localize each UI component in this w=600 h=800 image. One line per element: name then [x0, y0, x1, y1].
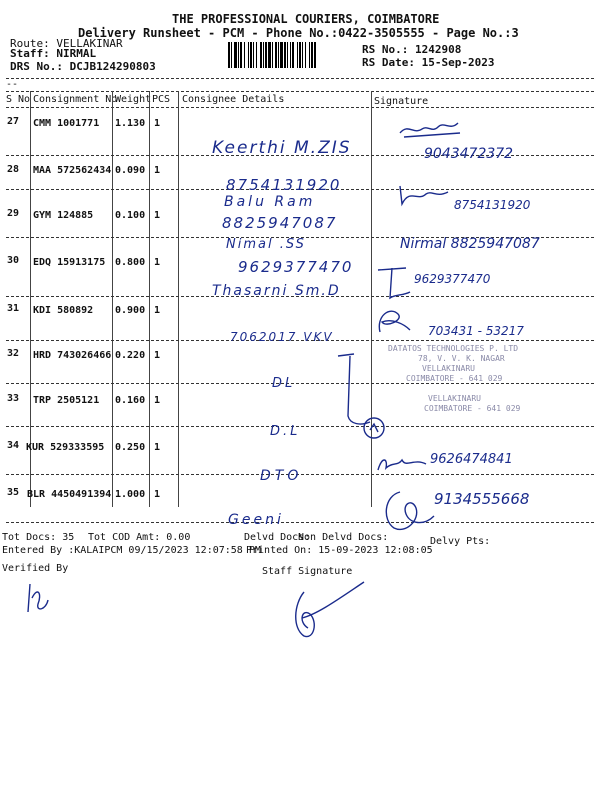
- divider: [6, 107, 594, 108]
- row-sno: 30: [7, 255, 20, 266]
- col-header-consignee: Consignee Details: [182, 94, 285, 105]
- staff-signature-label: Staff Signature: [262, 566, 353, 577]
- verified-signature: [24, 582, 54, 618]
- row-sno: 34: [7, 440, 20, 451]
- row-consignment: BLR 4450491394: [27, 489, 112, 500]
- handwritten-note: DTO: [260, 468, 303, 484]
- row-weight: 0.160: [115, 395, 146, 406]
- col-header-pcs: PCS: [152, 94, 171, 105]
- handwritten-note: 7062017 VKV: [230, 330, 334, 344]
- stamp-line: 78, V. V. K. NAGAR: [418, 354, 505, 363]
- row-consignment: HRD 743026466: [33, 350, 112, 361]
- handwritten-signature: 9043472372: [424, 146, 514, 162]
- signature-scribble: [380, 486, 438, 534]
- row-consignment: TRP 2505121: [33, 395, 100, 406]
- handwritten-consignee: Nimal .SS: [226, 237, 306, 252]
- stamp-line: VELLAKINARU: [428, 394, 481, 403]
- handwritten-signature: 9626474841: [430, 452, 513, 467]
- row-sno: 27: [7, 116, 20, 127]
- row-sno: 35: [7, 487, 20, 498]
- row-pcs: 1: [154, 442, 161, 453]
- col-header-consignment: Consignment No: [33, 94, 118, 105]
- signature-scribble: [396, 182, 452, 208]
- row-weight: 1.130: [115, 118, 146, 129]
- row-consignment: KDI 580892: [33, 305, 94, 316]
- handwritten-phone: 8825947087: [222, 214, 338, 232]
- row-consignment: KUR 529333595: [26, 442, 105, 453]
- column-line: [112, 91, 113, 507]
- total-docs: Tot Docs: 35: [2, 532, 75, 543]
- row-divider: [6, 522, 594, 523]
- column-line: [371, 91, 372, 507]
- row-sno: 28: [7, 164, 20, 175]
- row-sno: 29: [7, 208, 20, 219]
- handwritten-consignee: Geeni: [228, 512, 284, 528]
- handwritten-phone: 9629377470: [238, 258, 354, 276]
- delivery-points: Delvy Pts:: [430, 536, 491, 547]
- row-pcs: 1: [154, 257, 161, 268]
- verified-by-label: Verified By: [2, 563, 69, 574]
- row-consignment: GYM 124885: [33, 210, 94, 221]
- column-line: [149, 91, 150, 507]
- signature-scribble: [376, 452, 430, 476]
- row-consignment: EDQ 15913175: [33, 257, 106, 268]
- row-weight: 0.220: [115, 350, 146, 361]
- handwritten-signature: 8754131920: [454, 198, 531, 212]
- handwritten-signature: 9134555668: [434, 490, 530, 508]
- row-pcs: 1: [154, 489, 161, 500]
- row-pcs: 1: [154, 350, 161, 361]
- handwritten-consignee: Balu Ram: [224, 194, 316, 210]
- handwritten-phone: 8754131920: [226, 176, 342, 194]
- handwritten-consignee: Keerthi M.ZIS: [212, 138, 352, 158]
- handwritten-consignee: Thasarni Sm.D: [212, 283, 341, 299]
- delivered-docs: Delvd Docs:: [244, 532, 311, 543]
- rs-date: RS Date: 15-Sep-2023: [362, 56, 495, 69]
- stamp-line: COIMBATORE - 641 029: [424, 404, 521, 413]
- handwritten-note: D.L: [270, 424, 301, 439]
- entered-by: Entered By :KALAIPCM 09/15/2023 12:07:58 PM: [2, 545, 261, 556]
- row-pcs: 1: [154, 305, 161, 316]
- row-weight: 0.100: [115, 210, 146, 221]
- handwritten-signature: 703431 - 53217: [428, 324, 524, 338]
- row-weight: 0.090: [115, 165, 146, 176]
- route-label: Route: VELLAKINAR: [10, 37, 123, 50]
- signature-scribble: [376, 266, 416, 304]
- column-line: [178, 91, 179, 507]
- row-sno: 31: [7, 303, 20, 314]
- printed-on: Printed On: 15-09-2023 12:08:05: [246, 545, 433, 556]
- divider: [6, 91, 594, 92]
- row-weight: 0.250: [115, 442, 146, 453]
- barcode: [228, 42, 356, 68]
- divider: [6, 78, 594, 79]
- company-name: THE PROFESSIONAL COURIERS, COIMBATORE: [172, 12, 440, 26]
- row-consignment: MAA 572562434: [33, 165, 112, 176]
- handwritten-signature: 9629377470: [414, 272, 491, 286]
- signature-scribble: [336, 352, 392, 444]
- row-weight: 0.800: [115, 257, 146, 268]
- dash-marks: --: [6, 79, 19, 90]
- row-pcs: 1: [154, 210, 161, 221]
- row-weight: 1.000: [115, 489, 146, 500]
- runsheet-subtitle: Delivery Runsheet - PCM - Phone No.:0422-3505555 - Page No.:3: [78, 26, 519, 40]
- stamp-line: VELLAKINARU: [422, 364, 475, 373]
- col-header-sno: S No: [6, 94, 31, 105]
- row-sno: 33: [7, 393, 20, 404]
- signature-scribble: [374, 306, 414, 336]
- stamp-line: DATATOS TECHNOLOGIES P. LTD: [388, 344, 519, 353]
- col-header-weight: Weight: [115, 94, 152, 105]
- row-sno: 32: [7, 348, 20, 359]
- staff-label: Staff: NIRMAL: [10, 47, 97, 60]
- col-header-signature: Signature: [374, 96, 429, 107]
- row-pcs: 1: [154, 165, 161, 176]
- staff-signature: [288, 578, 368, 642]
- drs-number: DRS No.: DCJB124290803: [10, 60, 156, 73]
- non-delivered-docs: Non Delvd Docs:: [298, 532, 389, 543]
- row-weight: 0.900: [115, 305, 146, 316]
- rs-number: RS No.: 1242908: [362, 43, 462, 56]
- handwritten-signature: Nirmal 8825947087: [400, 236, 540, 252]
- total-cod-amount: Tot COD Amt: 0.00: [88, 532, 191, 543]
- row-pcs: 1: [154, 118, 161, 129]
- row-consignment: CMM 1001771: [33, 118, 100, 129]
- row-pcs: 1: [154, 395, 161, 406]
- handwritten-note: DL: [272, 376, 296, 391]
- signature-scribble: [398, 115, 468, 145]
- stamp-line: COIMBATORE - 641 029: [406, 374, 503, 383]
- company-stamp: [388, 344, 520, 414]
